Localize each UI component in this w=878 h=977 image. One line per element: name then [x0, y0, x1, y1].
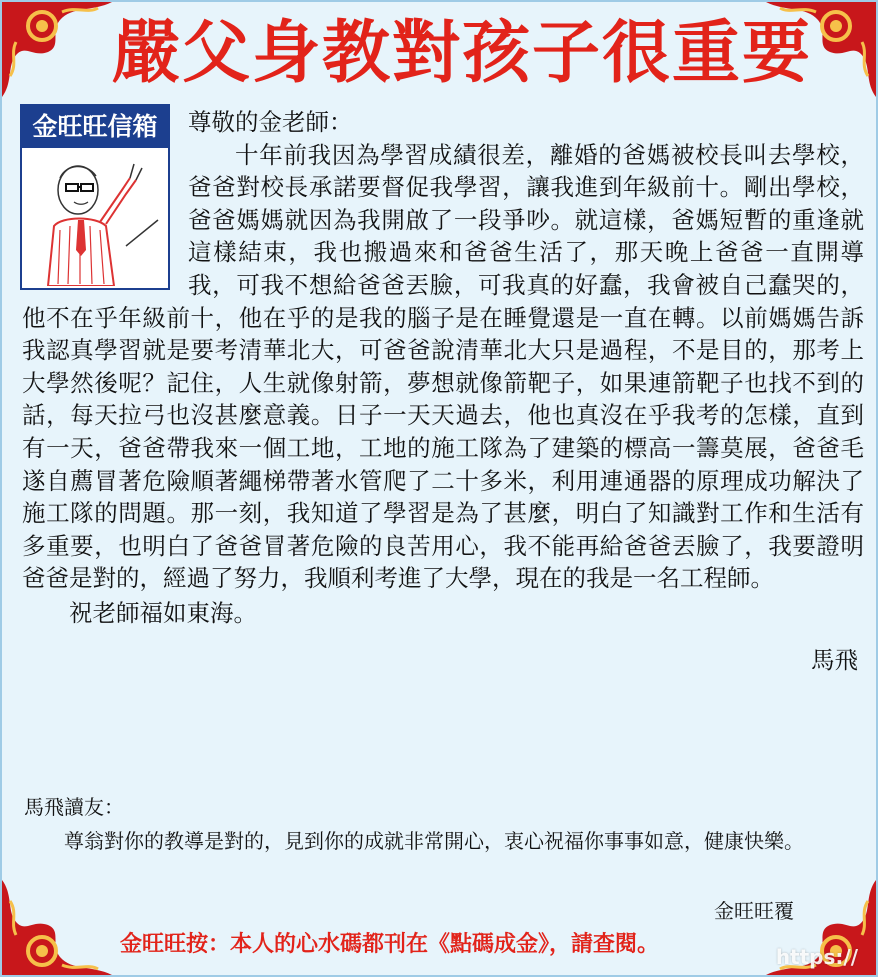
reply-signature: 金旺旺覆	[714, 899, 794, 923]
watermark: https://	[775, 945, 858, 969]
reply-salutation: 馬飛讀友：	[24, 795, 124, 819]
footnote: 金旺旺按：本人的心水碼都刊在《點碼成金》，請查閱。	[120, 931, 660, 957]
letter-salutation: 尊敬的金老師：	[188, 108, 353, 136]
letter-paragraph: 十年前我因為學習成績很差，離婚的爸媽被校長叫去學校，爸爸對校長承諾要督促我學習，讓我進到年級前十。剛出學校，爸爸媽媽就因為我開啟了一段爭吵。就這樣，爸媽短暫的重逢就這樣結束，我也搬過來和爸爸生活了，那天晚上爸爸一直開導我，可我不想給爸爸丟臉，可我真的好蠢，我會被自己蠢哭的，他不在乎年級前十，他在乎的是我的腦子是在睡覺還是一直在轉。以前媽媽告訴我認真學習就是要考清華北大，可爸爸說清華北大只是過程，不是目的，那考上大學然後呢？記住，人生就像射箭，夢想就像箭靶子，如果連箭靶子也找不到的話，每天拉弓也沒甚麼意義。日子一天天過去，他也真沒在乎我考的怎樣，直到有一天，爸爸帶我來一個工地，工地的施工隊為了建築的標高一籌莫展，爸爸毛遂自薦冒著危險順著繩梯帶著水管爬了二十多米，利用連通器的原理成功解決了施工隊的問題。那一刻，我知道了學習是為了甚麼，明白了知識對工作和生活有多重要，也明白了爸爸冒著危險的良苦用心，我不能再給爸爸丟臉了，我要證明爸爸是對的，經過了努力，我順利考進了大學，現在的我是一名工程師。	[22, 140, 864, 593]
letter-body	[22, 106, 864, 676]
column-label: 金旺旺信箱	[22, 106, 168, 148]
letter-signature: 馬飛	[811, 645, 858, 674]
ornament-corner-icon	[2, 2, 112, 97]
mailbox-spacer	[22, 106, 188, 301]
reply-body: 尊翁對你的教導是對的，見到你的成就非常開心，衷心祝福你事事如意，健康快樂。	[64, 829, 804, 853]
reply-section	[24, 790, 854, 858]
letter-closing: 祝老師福如東海。	[69, 598, 257, 627]
page-title: 嚴父身教對孩子很重要	[112, 14, 813, 93]
ornament-corner-icon	[2, 880, 112, 975]
